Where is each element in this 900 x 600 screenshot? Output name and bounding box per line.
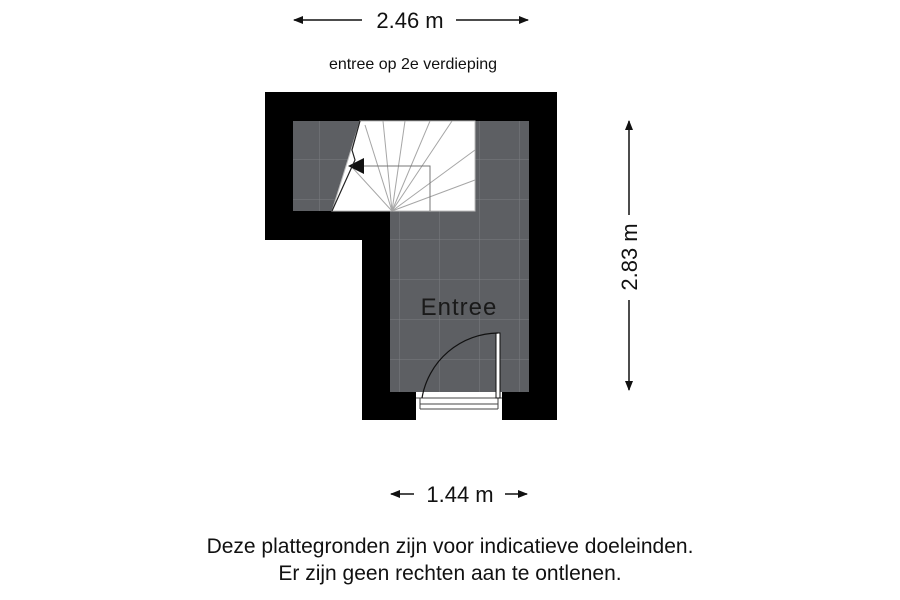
inner-wall-block [362, 211, 390, 240]
disclaimer-line-2: Er zijn geen rechten aan te ontlenen. [278, 562, 622, 585]
disclaimer-line-1: Deze plattegronden zijn voor indicatieve doeleinden. [206, 535, 694, 558]
right-dimension [617, 121, 642, 390]
room-label-entree: Entree [420, 294, 498, 321]
right-dimension-label: 2.83 m [617, 223, 642, 291]
bottom-dimension-label: 1.44 m [426, 482, 494, 507]
top-dimension-label: 2.46 m [376, 8, 444, 33]
floor-label: entree op 2e verdieping [328, 56, 498, 73]
top-dimension [294, 8, 528, 33]
door-leaf [496, 333, 500, 398]
door-opening [416, 392, 502, 420]
bottom-dimension [391, 482, 527, 507]
